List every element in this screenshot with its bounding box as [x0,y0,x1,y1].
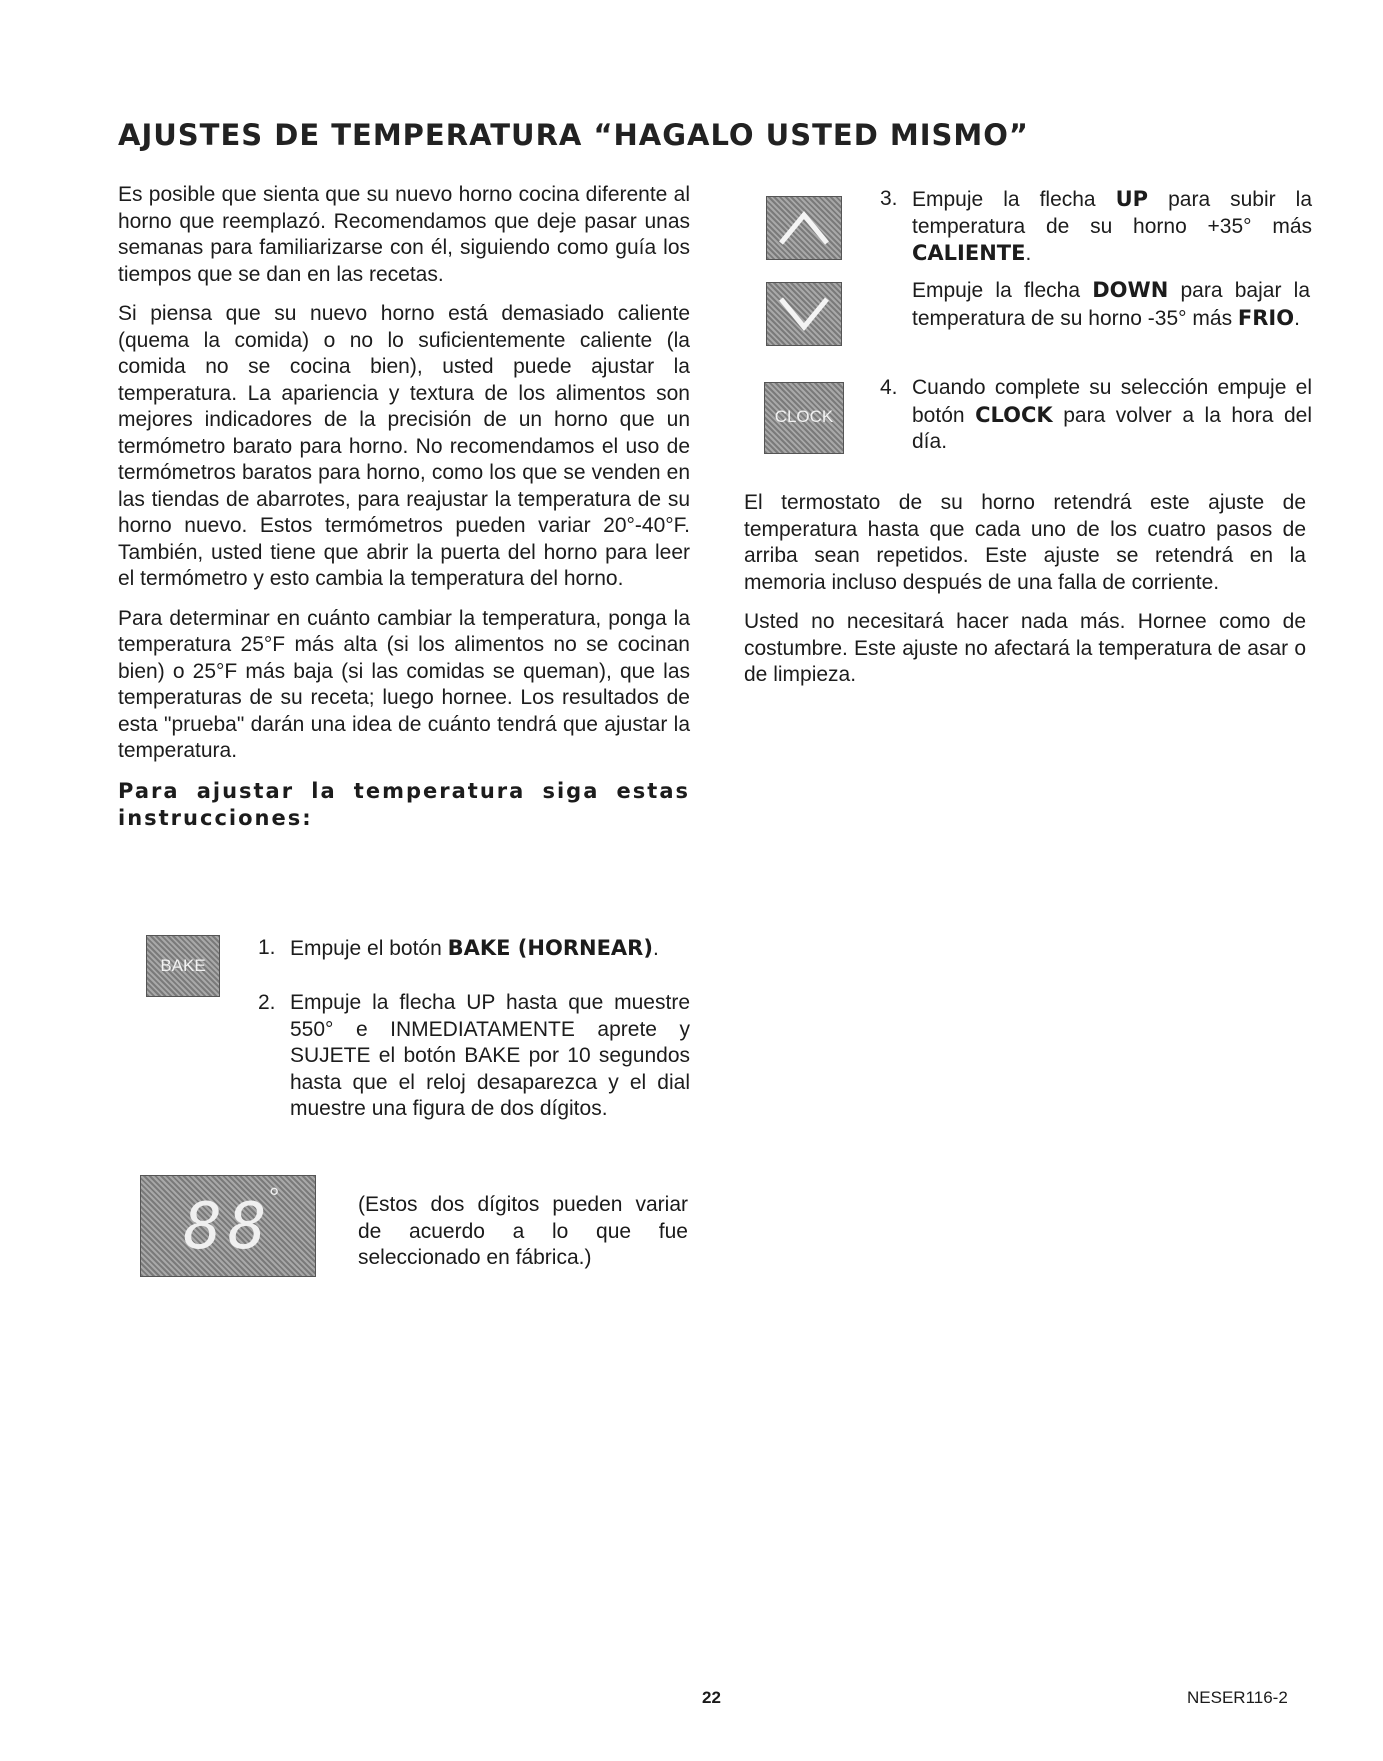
step-number: 1. [258,936,276,959]
step-3-down [912,277,1310,357]
thermostat-paragraph: El termostato de su horno retendrá este ajuste de temperatura hasta que cada uno de los cuatro pasos de arriba sean repetidos. Este ajuste se retendrá en la memoria incluso después de una falla de corriente. [744,491,1306,594]
adjust-paragraph: Si piensa que su nuevo horno está demasiado caliente (quema la comida) o no lo suficientemente caliente (la comida no se cocina bien), usted puede ajustar la temperatura. La apariencia y textura de los alimentos son mejores indicadores de la precisión de un horno que un termómetro barato para horno. No recomendamos el uso de termómetros baratos para horno, como los que se venden en las tiendas de abarrotes, para reajustar la temperatura de su horno nuevo. Estos termómetros pueden variar 20°-40°F. También, usted tiene que abrir la puerta del horno para leer el termómetro y esto cambia la temperatura del horno. [118,302,690,590]
bake-keyword: BAKE (HORNEAR) [447,936,653,960]
down-key [766,282,842,346]
clock-keyword: CLOCK [975,402,1053,427]
up-keyword: UP [1115,187,1149,211]
clock-key-icon [764,382,844,454]
step-text: Empuje la flecha DOWN para bajar la temperatura de su horno -35° más FRIO. [912,278,1311,330]
step-4 [880,375,1310,455]
down-keyword: DOWN [1092,278,1169,302]
bake-key-icon [146,935,220,997]
page-number: 22 [702,1688,721,1707]
step-number: 2. [258,991,276,1014]
step-number: 4. [880,376,898,399]
cold-keyword: FRIO [1237,305,1295,330]
step-text: Empuje la flecha UP hasta que muestre 550° e INMEDIATAMENTE aprete y SUJETE el botón BAKE por 10 segundos hasta que el reloj desaparezca y el dial muestre una figura de dos dígitos. [290,991,690,1120]
no-action-paragraph: Usted no necesitará hacer nada más. Hornee como de costumbre. Este ajuste no afectará la temperatura de asar o de limpieza. [744,610,1306,686]
arrow-up-icon [767,197,841,259]
step-text: Empuje la flecha UP para subir la temperatura de su horno +35° más CALIENTE. [912,187,1312,265]
clock-key-label: CLOCK [774,407,834,426]
determine-paragraph: Para determinar en cuánto cambiar la temperatura, ponga la temperatura 25°F más alta (si los alimentos no se cocinan bien) o 25°F más baja (si las comidas se queman), que las temperaturas de su receta; luego hornee. Los resultados de esta "prueba" darán una idea de cuánto tendrá que ajustar la temperatura. [118,606,690,762]
display-degree: ° [269,1182,280,1212]
left-column [118,182,690,845]
step-number: 3. [880,187,898,210]
instructions-subhead: Para ajustar la temperatura siga estas instrucciones: [118,778,690,830]
hot-keyword: CALIENTE [912,241,1026,265]
intro-paragraph: Es posible que sienta que su nuevo horno cocina diferente al horno que reemplazó. Recomendamos que deje pasar unas semanas para familiarizarse con él, siguiendo como guía los tiempos que se dan en las recetas. [118,183,690,286]
page-title: AJUSTES DE TEMPERATURA “HAGALO USTED MISMO” [118,118,1029,152]
step-text: Empuje el botón BAKE (HORNEAR). [290,936,659,960]
right-column [744,490,1306,702]
factory-note: (Estos dos dígitos pueden variar de acuerdo a lo que fue seleccionado en fábrica.) [358,1193,688,1269]
step-2 [258,990,690,1150]
arrow-down-icon [767,283,841,345]
display-digits: 88 [183,1190,273,1264]
step-3 [880,186,1310,266]
document-code: NESER116-2 [1187,1688,1288,1707]
step-1 [258,935,690,965]
digit-display-icon [140,1175,316,1277]
up-key [766,196,842,260]
step-text: Cuando complete su selección empuje el botón CLOCK para volver a la hora del día. [912,376,1312,453]
bake-key-label: BAKE [160,956,206,975]
